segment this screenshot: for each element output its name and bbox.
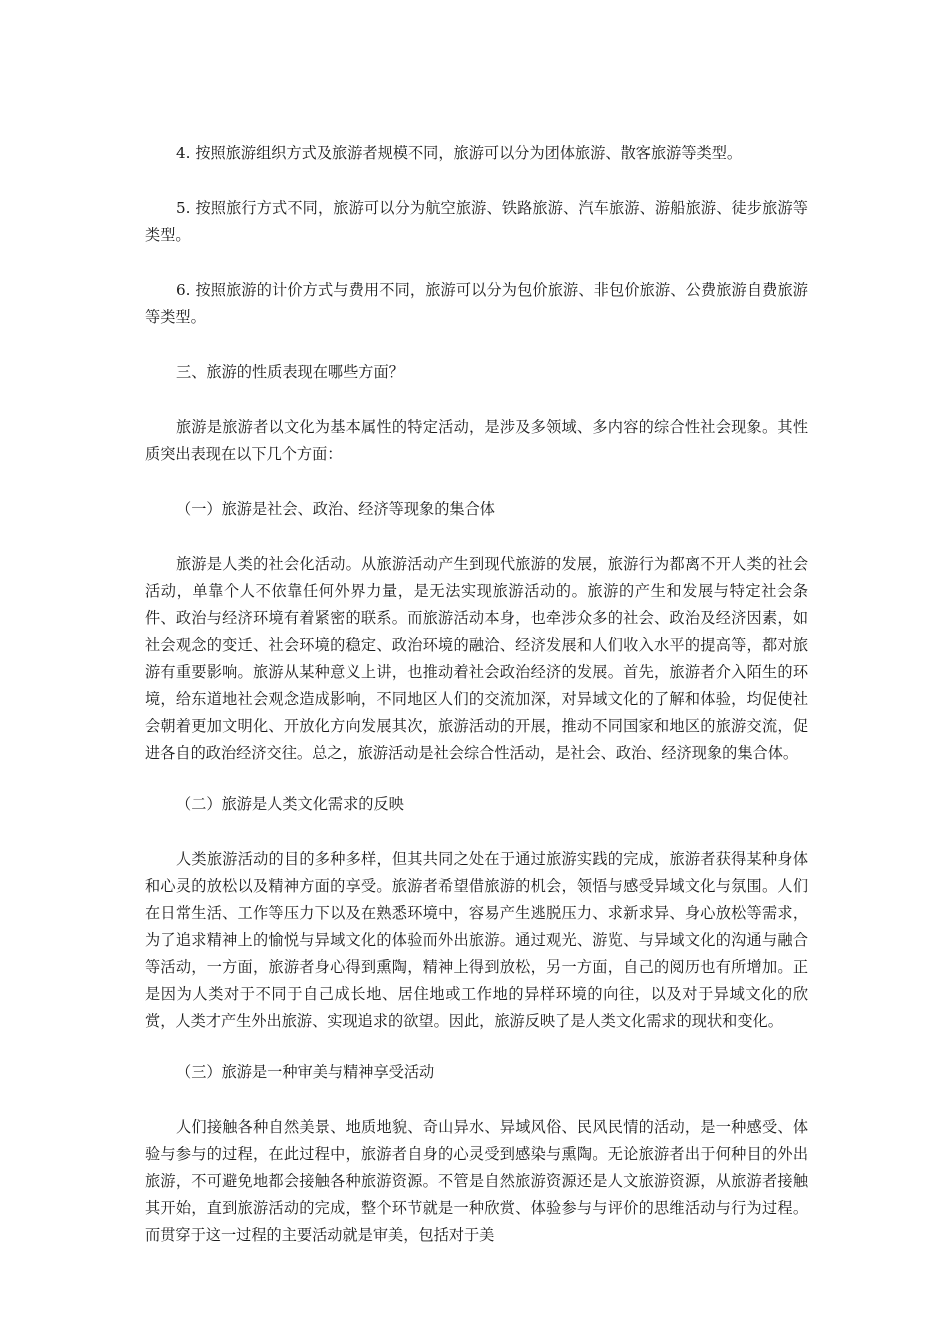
item-6-pricing: 6. 按照旅游的计价方式与费用不同，旅游可以分为包价旅游、非包价旅游、公费旅游自费旅游等类型。 — [145, 281, 808, 326]
intro-paragraph: 旅游是旅游者以文化为基本属性的特定活动，是涉及多领域、多内容的综合性社会现象。其性质突出表现在以下几个方面： — [145, 418, 808, 463]
item-4-group-size: 4. 按照旅游组织方式及旅游者规模不同，旅游可以分为团体旅游、散客旅游等类型。 — [176, 144, 743, 162]
subheading-three: （三）旅游是一种审美与精神享受活动 — [176, 1063, 435, 1081]
subheading-one: （一）旅游是社会、政治、经济等现象的集合体 — [176, 500, 495, 518]
document-page — [145, 140, 808, 1277]
subheading-two: （二）旅游是人类文化需求的反映 — [176, 795, 404, 813]
body-paragraph-two: 人类旅游活动的目的多种多样，但其共同之处在于通过旅游实践的完成，旅游者获得某种身体和心灵的放松以及精神方面的享受。旅游者希望借旅游的机会，领悟与感受异域文化与氛围。人们在日常生活、工作等压力下以及在熟悉环境中，容易产生逃脱压力、求新求异、身心放松等需求，为了追求精神上的愉悦与异域文化的体验而外出旅游。通过观光、游览、与异域文化的沟通与融合等活动，一方面，旅游者身心得到熏陶，精神上得到放松，另一方面，自己的阅历也有所增加。正是因为人类对于不同于自己成长地、居住地或工作地的异样环境的向往，以及对于异域文化的欣赏，人类才产生外出旅游、实现追求的欲望。因此，旅游反映了是人类文化需求的现状和变化。 — [145, 850, 808, 1030]
body-paragraph-one: 旅游是人类的社会化活动。从旅游活动产生到现代旅游的发展，旅游行为都离不开人类的社会活动，单靠个人不依靠任何外界力量，是无法实现旅游活动的。旅游的产生和发展与特定社会条件、政治与经济环境有着紧密的联系。而旅游活动本身，也牵涉众多的社会、政治及经济因素，如社会观念的变迁、社会环境的稳定、政治环境的融洽、经济发展和人们收入水平的提高等，都对旅游有重要影响。旅游从某种意义上讲，也推动着社会政治经济的发展。首先，旅游者介入陌生的环境，给东道地社会观念造成影响，不同地区人们的交流加深，对异域文化的了解和体验，均促使社会朝着更加文明化、开放化方向发展其次，旅游活动的开展，推动不同国家和地区的旅游交流，促进各自的政治经济交往。总之，旅游活动是社会综合性活动，是社会、政治、经济现象的集合体。 — [145, 555, 808, 762]
item-5-travel-mode: 5. 按照旅行方式不同，旅游可以分为航空旅游、铁路旅游、汽车旅游、游船旅游、徒步旅游等类型。 — [145, 199, 808, 244]
section-heading-three: 三、旅游的性质表现在哪些方面？ — [176, 363, 404, 381]
body-paragraph-three: 人们接触各种自然美景、地质地貌、奇山异水、异域风俗、民风民情的活动，是一种感受、体验与参与的过程，在此过程中，旅游者自身的心灵受到感染与熏陶。无论旅游者出于何种目的外出旅游，不可避免地都会接触各种旅游资源。不管是自然旅游资源还是人文旅游资源，从旅游者接触其开始，直到旅游活动的完成，整个环节就是一种欣赏、体验参与与评价的思维活动与行为过程。而贯穿于这一过程的主要活动就是审美，包括对于美 — [145, 1118, 808, 1244]
